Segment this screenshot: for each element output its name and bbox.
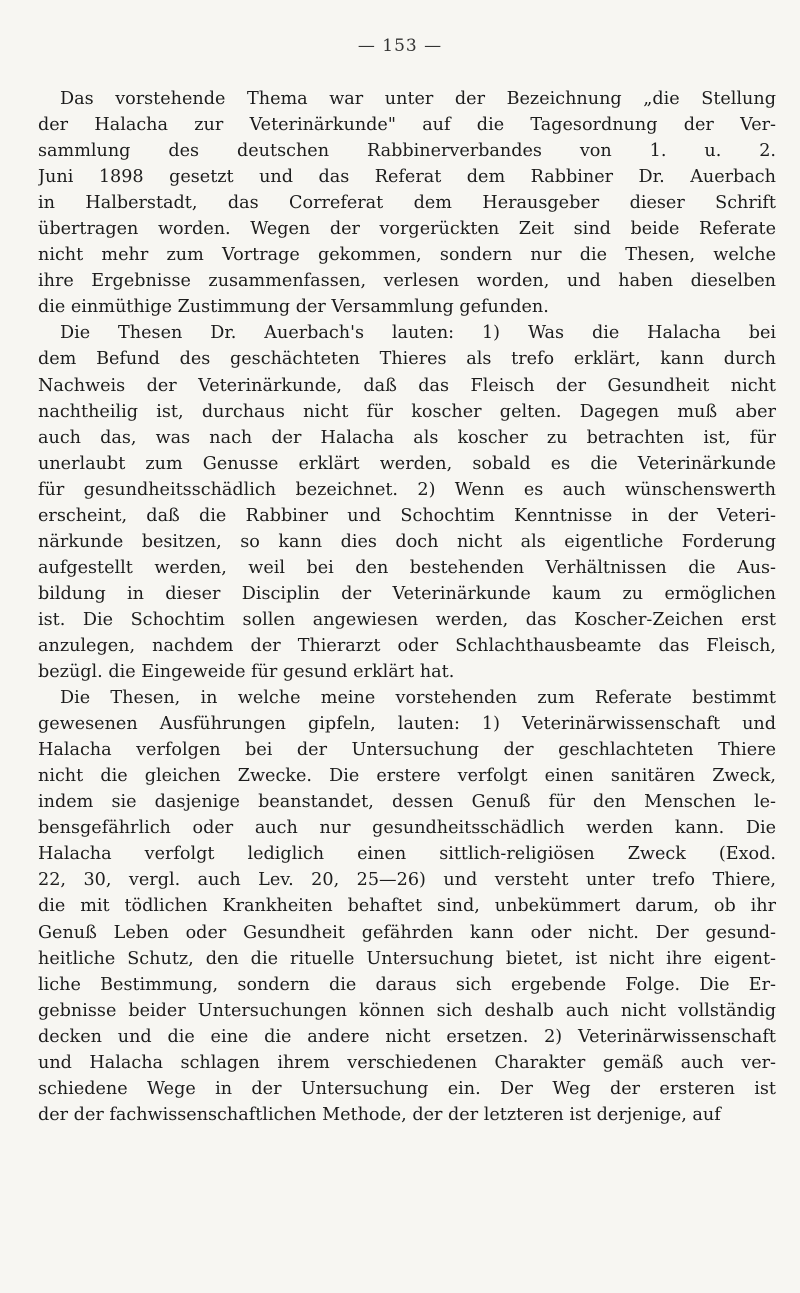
text-line: Nachweis der Veterinärkunde, daß das Fleisch der Gesundheit nicht [38, 375, 776, 396]
text-line: der der fachwissenschaftlichen Methode, der der letzteren ist derjenige, auf [38, 1104, 721, 1125]
text-line: erscheint, daß die Rabbiner und Schochtim Kenntnisse in der Veteri- [38, 505, 776, 526]
text-line: liche Bestimmung, sondern die daraus sich ergebende Folge. Die Er- [38, 974, 776, 995]
text-line: bezügl. die Eingeweide für gesund erklärt hat. [38, 662, 455, 683]
text-line: nicht die gleichen Zwecke. Die erstere verfolgt einen sanitären Zweck, [38, 766, 776, 787]
text-line: für gesundheitsschädlich bezeichnet. 2) Wenn es auch wünschenswerth [38, 479, 776, 500]
text-line: die einmüthige Zustimmung der Versammlung gefunden. [38, 297, 549, 318]
text-line: heitliche Schutz, den die rituelle Untersuchung bietet, ist nicht ihre eigent- [38, 948, 776, 969]
text-line: gewesenen Ausführungen gipfeln, lauten: 1) Veterinärwissenschaft und [38, 714, 776, 735]
text-line: aufgestellt werden, weil bei den bestehenden Verhältnissen die Aus- [38, 557, 776, 578]
body-text [38, 86, 776, 1128]
text-line: ihre Ergebnisse zusammenfassen, verlesen worden, und haben dieselben [38, 271, 776, 292]
page-number: — 153 — [357, 36, 443, 56]
text-line: närkunde besitzen, so kann dies doch nicht als eigentliche Forderung [38, 531, 776, 552]
text-line: Juni 1898 gesetzt und das Referat dem Rabbiner Dr. Auerbach [38, 167, 776, 188]
text-line: Die Thesen, in welche meine vorstehenden zum Referate bestimmt [60, 688, 776, 709]
text-line: decken und die eine die andere nicht ersetzen. 2) Veterinärwissenschaft [38, 1026, 776, 1047]
text-line: übertragen worden. Wegen der vorgerückten Zeit sind beide Referate [38, 219, 776, 240]
text-line: nicht mehr zum Vortrage gekommen, sondern nur die Thesen, welche [38, 245, 776, 266]
text-line: unerlaubt zum Genusse erklärt werden, sobald es die Veterinärkunde [38, 453, 776, 474]
text-line: anzulegen, nachdem der Thierarzt oder Schlachthausbeamte das Fleisch, [38, 635, 776, 656]
text-line: Halacha verfolgen bei der Untersuchung der geschlachteten Thiere [38, 740, 776, 761]
text-line: schiedene Wege in der Untersuchung ein. Der Weg der ersteren ist [38, 1078, 776, 1099]
text-line: Genuß Leben oder Gesundheit gefährden kann oder nicht. Der gesund- [38, 922, 776, 943]
text-line: ist. Die Schochtim sollen angewiesen werden, das Koscher-Zeichen erst [38, 609, 776, 630]
text-line: bensgefährlich oder auch nur gesundheitsschädlich werden kann. Die [38, 818, 776, 839]
text-line: dem Befund des geschächteten Thieres als trefo erklärt, kann durch [38, 349, 776, 370]
text-line: nachtheilig ist, durchaus nicht für koscher gelten. Dagegen muß aber [38, 401, 776, 422]
text-line: die mit tödlichen Krankheiten behaftet sind, unbekümmert darum, ob ihr [38, 896, 776, 917]
text-line: in Halberstadt, das Correferat dem Herausgeber dieser Schrift [38, 193, 776, 214]
text-line: und Halacha schlagen ihrem verschiedenen Charakter gemäß auch ver- [38, 1052, 776, 1073]
text-line: bildung in dieser Disciplin der Veterinärkunde kaum zu ermöglichen [38, 583, 776, 604]
text-line: indem sie dasjenige beanstandet, dessen Genuß für den Menschen le- [38, 792, 776, 813]
text-line: gebnisse beider Untersuchungen können sich deshalb auch nicht vollständig [38, 1000, 776, 1021]
text-line: der Halacha zur Veterinärkunde" auf die Tagesordnung der Ver- [38, 115, 776, 136]
text-line: Die Thesen Dr. Auerbach's lauten: 1) Was die Halacha bei [60, 323, 776, 344]
text-line: Halacha verfolgt lediglich einen sittlich-religiösen Zweck (Exod. [38, 844, 776, 865]
text-line: auch das, was nach der Halacha als koscher zu betrachten ist, für [38, 427, 776, 448]
text-line: sammlung des deutschen Rabbinerverbandes von 1. u. 2. [38, 141, 776, 162]
text-line: Das vorstehende Thema war unter der Bezeichnung „die Stellung [60, 89, 776, 109]
text-line: 22, 30, vergl. auch Lev. 20, 25—26) und versteht unter trefo Thiere, [38, 870, 776, 891]
